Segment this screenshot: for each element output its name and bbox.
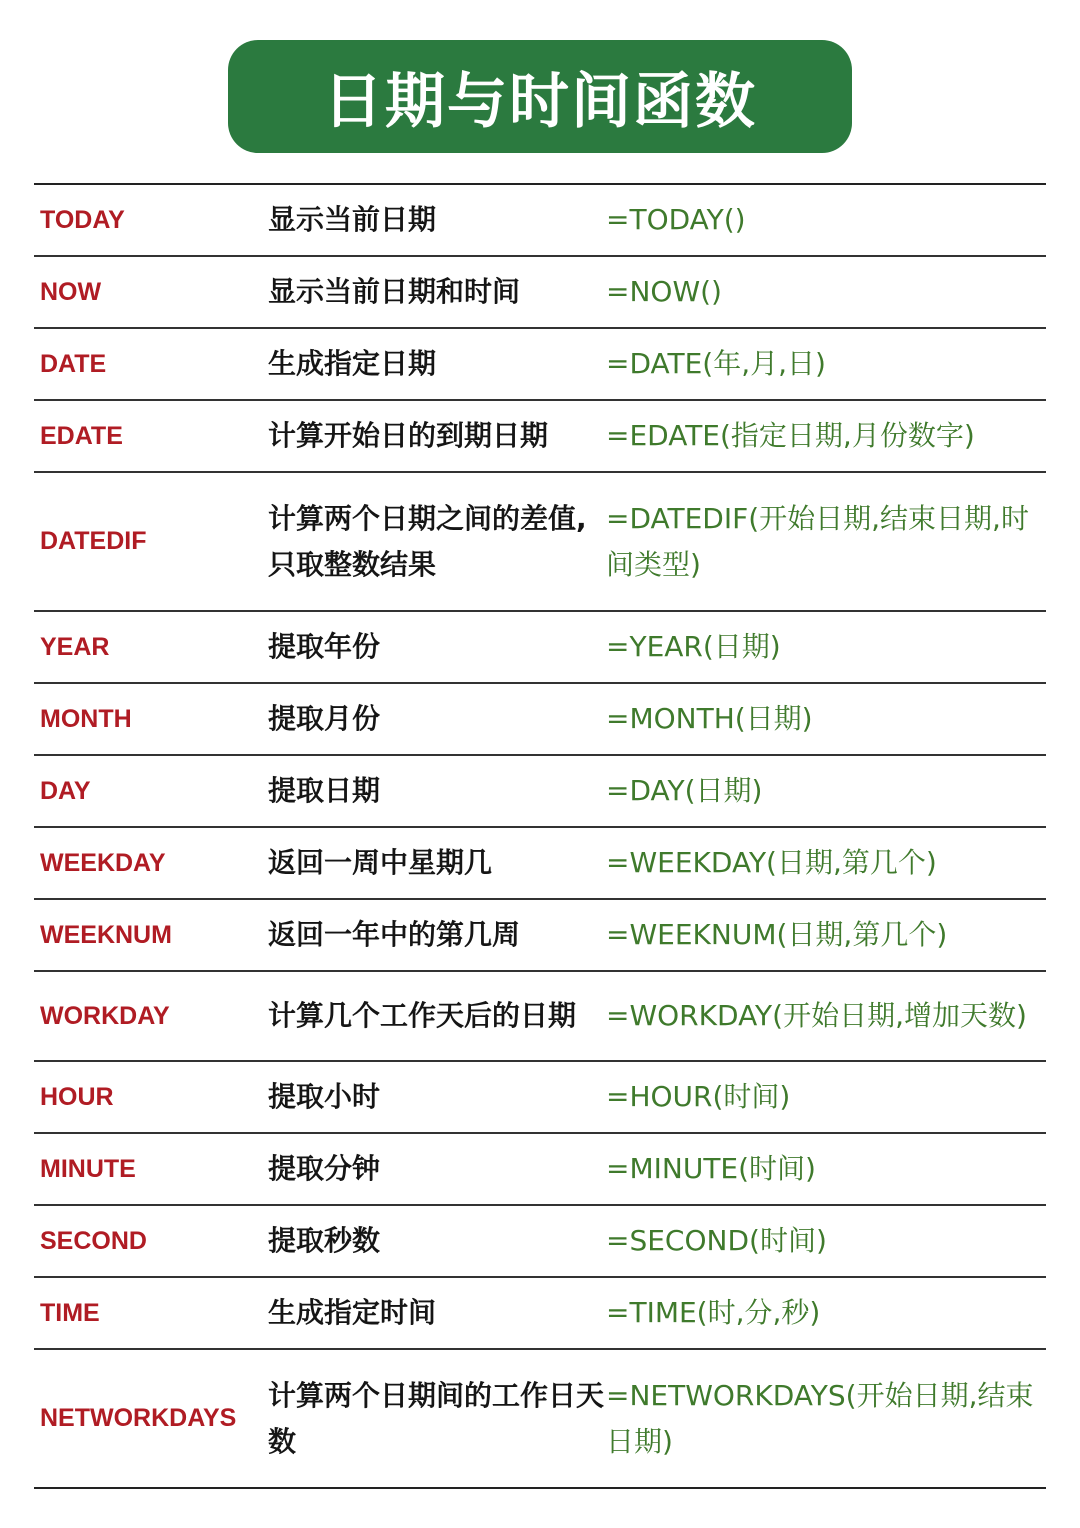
function-formula: =WEEKDAY(日期,第几个) [606,846,937,879]
function-name: DATE [40,349,107,378]
function-table [34,183,1046,1489]
function-formula: =MINUTE(时间) [606,1152,816,1185]
table-row [34,401,1046,473]
table-row [34,185,1046,257]
function-formula: =DAY(日期) [606,774,763,807]
function-name: DATEDIF [40,527,147,555]
function-formula: =DATE(年,月,日) [606,347,826,380]
table-row [34,1134,1046,1206]
function-formula: =YEAR(日期) [606,630,781,663]
table-row [34,684,1046,756]
table-row [34,473,1046,612]
function-formula: =DATEDIF(开始日期,结束日期,时间类型) [606,501,1029,581]
function-description: 提取秒数 [268,1224,381,1257]
function-name: SECOND [40,1226,147,1255]
function-description: 计算两个日期之间的差值,只取整数结果 [268,501,587,581]
table-row [34,329,1046,401]
function-description: 提取小时 [268,1080,381,1113]
function-name: TIME [40,1298,100,1327]
function-name: NOW [40,277,102,306]
function-description: 显示当前日期和时间 [268,275,521,308]
function-description: 返回一年中的第几周 [268,918,521,951]
table-row [34,1206,1046,1278]
function-formula: =TODAY() [606,203,746,236]
function-description: 生成指定时间 [268,1296,437,1329]
function-name: MINUTE [40,1154,136,1183]
function-description: 生成指定日期 [268,347,437,380]
title-banner [228,40,852,153]
function-formula: =WEEKNUM(日期,第几个) [606,918,948,951]
function-description: 计算开始日的到期日期 [268,419,549,452]
function-description: 提取年份 [268,630,381,663]
function-name: HOUR [40,1082,114,1111]
function-formula: =NOW() [606,275,722,308]
function-formula: =HOUR(时间) [606,1080,791,1113]
function-description: 提取日期 [268,774,381,807]
function-formula: =NETWORKDAYS(开始日期,结束日期) [606,1378,1034,1458]
table-row [34,972,1046,1062]
function-formula: =EDATE(指定日期,月份数字) [606,419,975,452]
function-name: YEAR [40,632,110,661]
function-name: EDATE [40,421,123,450]
function-name: TODAY [40,205,125,234]
table-row [34,612,1046,684]
function-description: 计算两个日期间的工作日天数 [268,1378,605,1458]
function-description: 显示当前日期 [268,203,437,236]
table-row [34,756,1046,828]
function-name: WEEKDAY [40,848,166,877]
table-row [34,828,1046,900]
table-row [34,257,1046,329]
function-name: WEEKNUM [40,920,172,949]
function-name: WORKDAY [40,1001,170,1030]
function-description: 计算几个工作天后的日期 [268,999,577,1032]
page-title: 日期与时间函数 [323,66,757,137]
function-name: DAY [40,776,91,805]
function-description: 返回一周中星期几 [268,846,493,879]
function-name: MONTH [40,704,132,733]
function-formula: =MONTH(日期) [606,702,813,735]
function-formula: =WORKDAY(开始日期,增加天数) [606,999,1027,1032]
table-row [34,1062,1046,1134]
function-description: 提取月份 [268,702,381,735]
table-row [34,1350,1046,1489]
function-formula: =TIME(时,分,秒) [606,1296,821,1329]
function-name: NETWORKDAYS [40,1404,237,1432]
function-formula: =SECOND(时间) [606,1224,827,1257]
function-description: 提取分钟 [268,1152,381,1185]
table-row [34,1278,1046,1350]
table-row [34,900,1046,972]
